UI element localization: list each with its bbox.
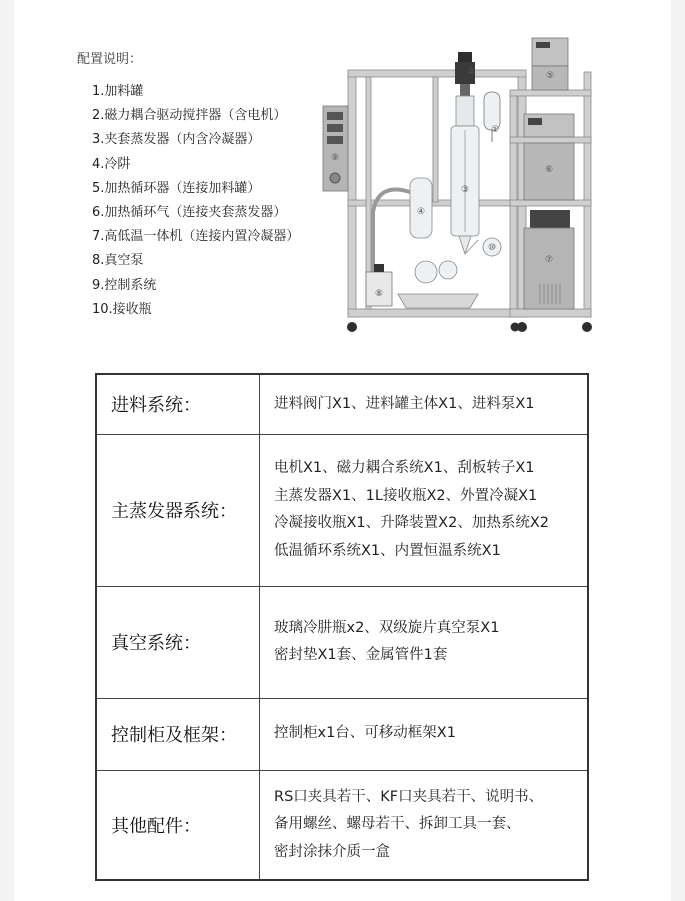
wheels — [347, 322, 592, 332]
value-line: 进料阀门X1、进料罐主体X1、进料泵X1 — [274, 395, 535, 412]
base-plate — [398, 294, 478, 308]
marker-10: ⑩ — [487, 243, 497, 253]
value-line: 主蒸发器X1、1L接收瓶X2、外置冷凝X1 — [274, 487, 538, 504]
config-item: 3.夹套蒸发器（内含冷凝器） — [92, 132, 261, 148]
marker-9: ⑨ — [330, 153, 340, 163]
cold-trap — [373, 178, 432, 272]
marker-4: ④ — [416, 207, 426, 217]
marker-1: ① — [490, 125, 500, 135]
table-row — [96, 586, 588, 698]
config-item: 8.真空泵 — [92, 253, 144, 269]
config-list — [92, 80, 299, 322]
table-row — [96, 374, 588, 434]
table-row — [96, 698, 588, 770]
marker-5: ⑤ — [545, 71, 555, 81]
config-item: 2.磁力耦合驱动搅拌器（含电机） — [92, 108, 287, 124]
value-line: 低温循环系统X1、内置恒温系统X1 — [274, 542, 501, 559]
value-line: 电机X1、磁力耦合系统X1、刮板转子X1 — [274, 460, 535, 476]
config-item: 9.控制系统 — [92, 277, 157, 293]
marker-7: ⑦ — [544, 255, 554, 265]
row-key: 主蒸发器系统： — [96, 434, 260, 586]
row-value — [260, 586, 589, 698]
value-line: RS口夹具若干、KF口夹具若干、说明书、 — [274, 788, 544, 805]
spec-table — [95, 373, 589, 881]
config-item: 6.加热循环气（连接夹套蒸发器） — [92, 205, 287, 221]
row-key: 真空系统： — [96, 586, 260, 698]
row-key: 控制柜及框架： — [96, 698, 260, 770]
row-value — [260, 770, 589, 880]
value-line: 控制柜x1台、可移动框架X1 — [274, 725, 456, 742]
row-value — [260, 434, 589, 586]
equipment-diagram — [318, 32, 608, 347]
value-line: 玻璃冷肼瓶x2、双级旋片真空泵X1 — [274, 619, 500, 636]
value-line: 冷凝接收瓶X1、升降装置X2、加热系统X2 — [274, 515, 549, 531]
config-item: 10.接收瓶 — [92, 301, 152, 317]
row-key: 进料系统： — [96, 374, 260, 434]
config-item: 5.加热循环器（连接加料罐） — [92, 180, 261, 196]
row-key: 其他配件： — [96, 770, 260, 880]
evaporator — [451, 96, 479, 254]
marker-2: ② — [466, 67, 476, 77]
table-row — [96, 770, 588, 880]
config-item: 1.加料罐 — [92, 84, 144, 99]
marker-8: ⑧ — [374, 289, 384, 299]
marker-6: ⑥ — [544, 165, 554, 175]
config-title: 配置说明： — [77, 52, 143, 67]
value-line: 密封垫X1套、金属管件1套 — [274, 647, 448, 663]
config-item: 7.高低温一体机（连接内置冷凝器） — [92, 229, 300, 245]
value-line: 密封涂抹介质一盒 — [274, 843, 390, 860]
table-row — [96, 434, 588, 586]
control-box — [323, 106, 348, 191]
row-value — [260, 374, 589, 434]
marker-3: ③ — [460, 185, 470, 195]
row-value — [260, 698, 589, 770]
value-line: 备用螺丝、螺母若干、拆卸工具一套、 — [274, 816, 521, 832]
config-item: 4.冷阱 — [92, 156, 131, 172]
